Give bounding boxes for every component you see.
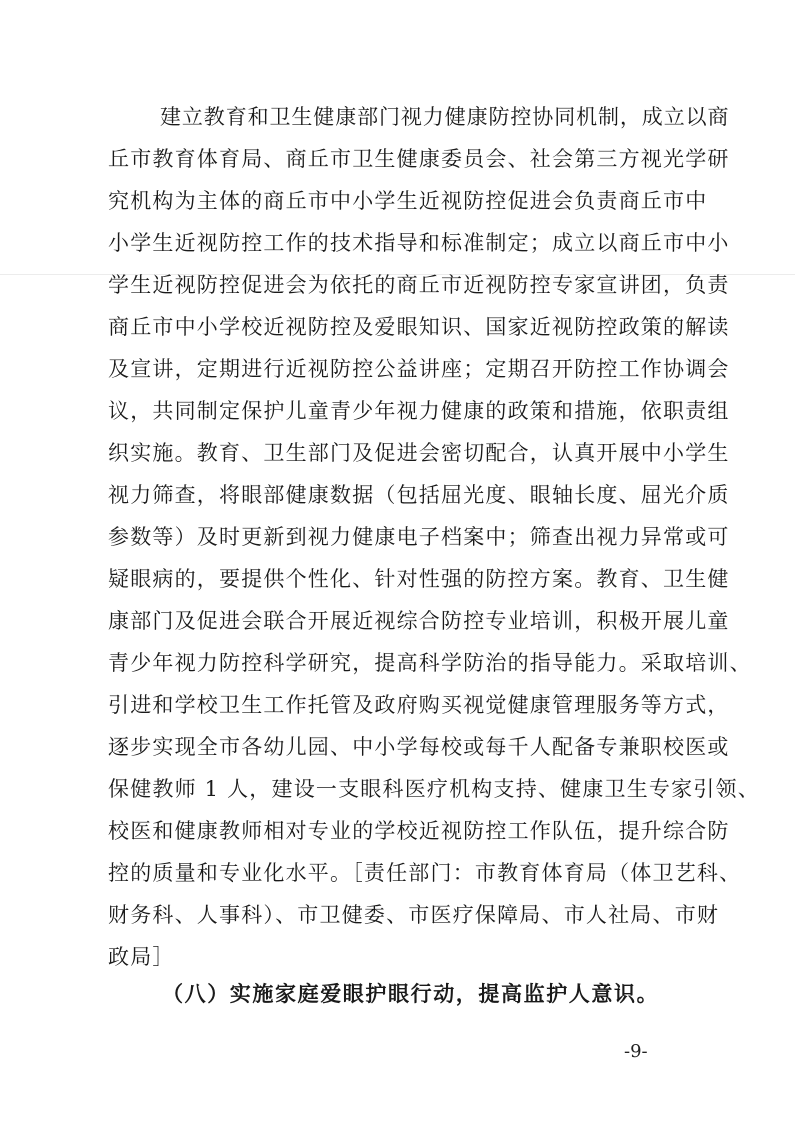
paragraph-line: 究机构为主体的商丘市中小学生近视防控促进会负责商丘市中 xyxy=(108,189,708,213)
page-number: -9- xyxy=(624,1041,648,1062)
paragraph-line: 政局］ xyxy=(108,945,175,969)
body-paragraph xyxy=(108,96,760,978)
paragraph-line: 参数等）及时更新到视力健康电子档案中；筛查出视力异常或可 xyxy=(108,525,730,549)
paragraph-line: 小学生近视防控工作的技术指导和标准制定；成立以商丘市中小 xyxy=(108,231,730,255)
paragraph-line: 逐步实现全市各幼儿园、中小学每校或每千人配备专兼职校医或 xyxy=(108,735,730,759)
paragraph-line: 控的质量和专业化水平。［责任部门：市教育体育局（体卫艺科、 xyxy=(108,861,742,885)
paragraph-line: 视力筛查，将眼部健康数据（包括屈光度、眼轴长度、屈光介质 xyxy=(108,483,730,507)
paragraph-line: 康部门及促进会联合开展近视综合防控专业培训，积极开展儿童 xyxy=(108,609,730,633)
section-heading: （八）实施家庭爱眼护眼行动，提高监护人意识。 xyxy=(162,981,660,1006)
paragraph-line: 商丘市中小学校近视防控及爱眼知识、国家近视防控政策的解读 xyxy=(108,315,730,339)
paragraph-line: 丘市教育体育局、商丘市卫生健康委员会、社会第三方视光学研 xyxy=(108,147,730,171)
paragraph-line: 财务科、人事科）、市卫健委、市医疗保障局、市人社局、市财 xyxy=(108,903,720,927)
paragraph-line: 引进和学校卫生工作托管及政府购买视觉健康管理服务等方式， xyxy=(108,693,730,717)
paragraph-line: 青少年视力防控科学研究，提高科学防治的指导能力。采取培训、 xyxy=(108,651,752,675)
paragraph-line: 保健教师 1 人，建设一支眼科医疗机构支持、健康卫生专家引领、 xyxy=(108,777,760,801)
paragraph-line: 议，共同制定保护儿童青少年视力健康的政策和措施，依职责组 xyxy=(108,399,730,423)
paragraph-line: 校医和健康教师相对专业的学校近视防控工作队伍，提升综合防 xyxy=(108,819,730,843)
paragraph-line: 建立教育和卫生健康部门视力健康防控协同机制，成立以商 xyxy=(160,105,730,129)
paragraph-line: 及宣讲，定期进行近视防控公益讲座；定期召开防控工作协调会 xyxy=(108,357,730,381)
paragraph-line: 学生近视防控促进会为依托的商丘市近视防控专家宣讲团，负责 xyxy=(108,273,730,297)
paragraph-line: 疑眼病的，要提供个性化、针对性强的防控方案。教育、卫生健 xyxy=(108,567,730,591)
paragraph-line: 织实施。教育、卫生部门及促进会密切配合，认真开展中小学生 xyxy=(108,441,730,465)
